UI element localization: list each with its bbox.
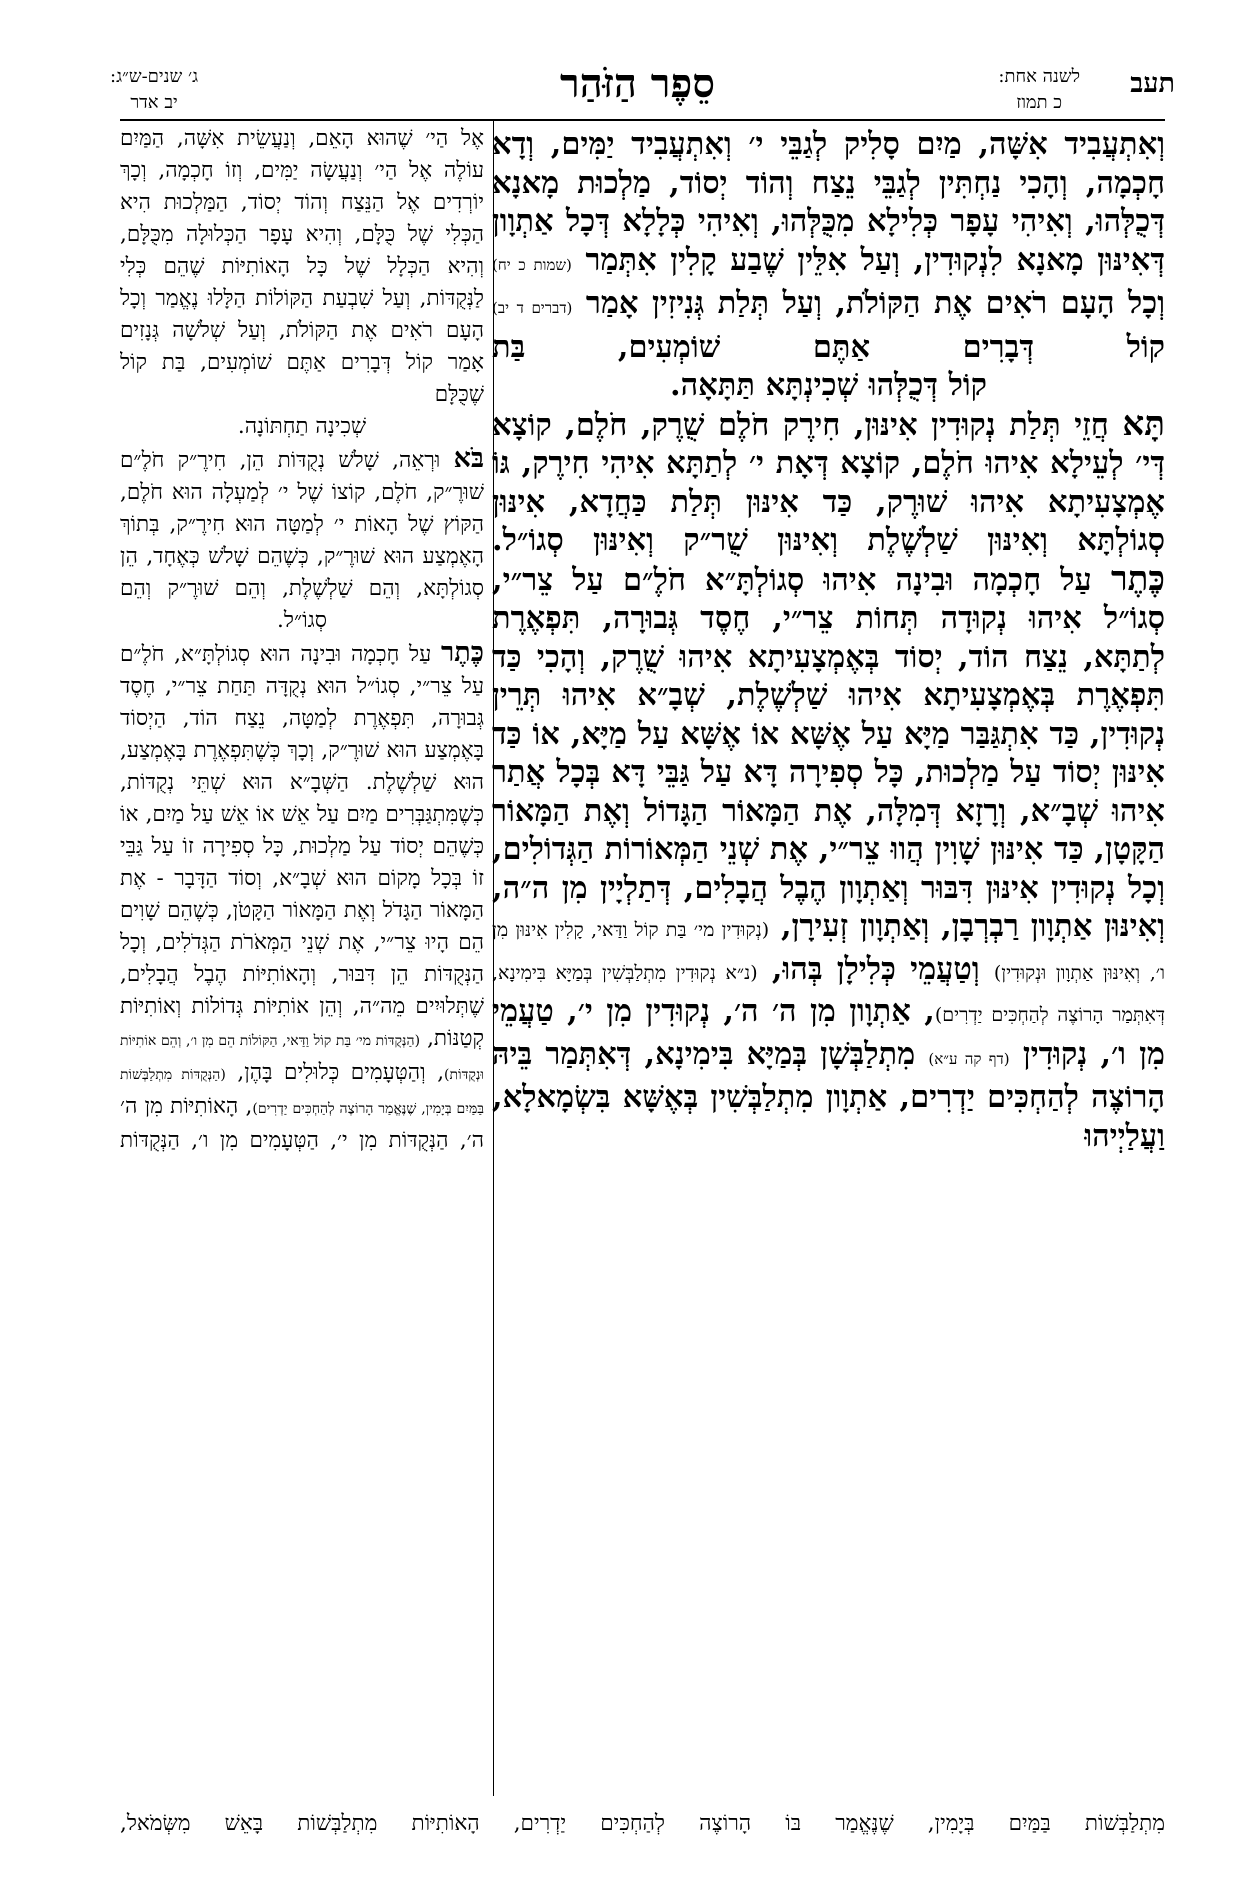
page-header	[110, 60, 1175, 124]
page-title: סֵפֶר הַזֹּהַר	[560, 60, 715, 107]
aramaic-text: קוֹל דְּבָרִים אַתֶּם שׁוֹמְעִים, בַּת	[492, 328, 1165, 365]
hebrew-text: , וְהַטְּעָמִים כְּלוּלִים בָּהֶן,	[237, 1060, 445, 1085]
aramaic-text: וְכָל הָעָם רֹאִים אֶת הַקּוֹלֹת, וְעַל תְּלַת גְּנִיזִין אָמַר	[585, 285, 1165, 321]
aramaic-text: וְטַעֲמֵי כְּלִילָן בְּהוּ,	[771, 950, 980, 987]
opening-word: בֹּא	[453, 443, 484, 474]
one-year-date: כ תמוז	[1016, 92, 1063, 113]
folio-reference: (דף קה ע״א)	[928, 1049, 1010, 1068]
opening-word: תָּא	[1122, 403, 1165, 444]
one-year-label: לשנה אחת:	[998, 66, 1080, 87]
hebrew-text: אֶל הַי׳ שֶׁהוּא הָאֵם, וְנַעֲשֵׂית אִשָּׁה, הַמַּיִם עוֹלֶה אֶל הַי׳ וְנַעֲשָׂה יַמִּים, וְזוֹ חָכְמָה, וְכָךְ יוֹרְדִים אֶל הַנֵּצַח וְהוֹד יְסוֹד, הַמַּלְכוּת הִיא הַכְּלִי שֶׁל כֻּלָּם, וְהִיא עָפָר הַכְּלוּלָה מִכֻּלָּם, וְהִיא הַכְּלָל שֶׁל כָּל הָאוֹתִיּוֹת שֶׁהֵם כְּלִי לַנְּקֻדּוֹת, וְעַל שִׁבְעַת הַקּוֹלוֹת הַלָּלוּ נֶאֱמַר וְכָל הָעָם רֹאִים אֶת הַקּוֹלֹת, וְעַל שְׁלֹשָׁה גְּנָזִים אָמַר קוֹל דְּבָרִים אַתֶּם שׁוֹמְעִים, בַּת קוֹל שֶׁכֻּלָּם	[120, 126, 484, 407]
aramaic-paragraph-1	[492, 125, 1165, 366]
aramaic-text: עַל חָכְמָה וּבִינָה אִיהוּ סְגוֹלְתָּ״א חֹלֶ״ם עַל צֵר״י, סְגוֹ״ל אִיהוּ נְקוּדָה תְּחוֹת צֵר״י, חֶסֶד גְּבוּרָה, תִּפְאֶרֶת לְתַתָּא, נֵצַח הוֹד, יְסוֹד בְּאֶמְצָעִיתָא אִיהוּ שֻׁרֶק, וְהָכִי כַּד תִּפְאֶרֶת בְּאֶמְצָעִיתָא אִיהוּ שַׁלְשֶׁלֶת, שְׁבָ״א אִיהוּ תְּרֵין נְקוּדִין, כַּד אִתְגַּבַּר מַיָּא עַל אֶשָּׁא אוֹ אֶשָּׁא עַל מַיָּא, אוֹ כַּד אִינּוּן יְסוֹד עַל מַלְכוּת, כָּל סְפִירָה דָּא עַל גַּבֵּי דָּא בְּכָל אֲתַר אִיהוּ שְׁבָ״א, וְרָזָא דְּמִלָּה, אֶת הַמָּאוֹר הַגָּדוֹל וְאֶת הַמָּאוֹר הַקָּטָן, כַּד אִינּוּן שָׁוִין הֲווּ צֵר״י, אֶת שְׁנֵי הַמְּאוֹרוֹת הַגְּדוֹלִים, וְכָל נְקוּדִין אִינּוּן דִּבּוּר וְאַתְוָון הֶבֶל הֲבָלִים, דְּתַלְיָין מִן ה״ה, וְאִינּוּן אַתְוָון רַבְרְבָן, וְאַתְוָון זְעִירָן,	[492, 561, 1165, 944]
verse-reference: (דברים ד יב)	[492, 299, 573, 317]
bottom-continuation-line: מִתְלַבְּשׁוֹת בַּמַּיִם בְּיָמִין, שֶׁנֶּאֱמַר בּוֹ הָרוֹצֶה לְהַחְכִּים יַדְרִים, הָאוֹתִיּוֹת מִתְלַבְּשׁוֹת בָּאֵשׁ מִשְּׂמֹאל,	[120, 1811, 1165, 1836]
hebrew-paragraph-2-last-line: סְגוֹ״ל.	[277, 608, 327, 633]
hebrew-paragraph-1	[120, 123, 484, 411]
hebrew-paragraph-2	[120, 443, 484, 605]
aramaic-text: מִתְלַבְּשָׁן בְּמַיָּא בִּימִינָא, דְּאִתְּמַר בֵּיהּ הָרוֹצֶה לְהַחְכִּים יַדְרִים, אַתְוָון מִתְלַבְּשִׁין בְּאֶשָּׁא בִּשְׂמָאלָא, וַעֲלַיְיהוּ	[492, 1035, 1165, 1154]
hebrew-text: , הָאוֹתִיּוֹת מִן ה׳ ה׳, הַנְּקֻדּוֹת מִן י׳, הַטְּעָמִים מִן ו׳, הַנְּקֻדּוֹת	[120, 1094, 484, 1153]
aramaic-text: חֲזֵי תְּלַת נְקוּדִין אִינּוּן, חִירֶק חֹלֶם שֻׁרֶק, חֹלֶם, קוֹצָא דְּי׳ לְעֵילָא אִיהוּ חֹלֶם, קוֹצָא דְּאָת י׳ לְתַתָּא אִיהִי חִירֶק, גּוֹ אֶמְצָעִיתָא אִיהוּ שׁוּרֶק, כַּד אִינּוּן תְּלַת כַּחֲדָא, אִינּוּן סְגוֹלְתָּא וְאִינּוּן שַׁלְשֶׁלֶת וְאִינּוּן שֻׁר״ק וְאִינּוּן סְגוֹ״ל.	[492, 406, 1165, 558]
gloss-note: (הַנְּקֻדּוֹת מִתְלַבְּשׁוֹת בַּמַּיִם בְּיָמִין, שֶׁנֶּאֱמַר הָרוֹצֶה לְהַחְכִּים יַדְרִים)	[120, 1067, 484, 1117]
hebrew-text: וּרְאֵה, שָׁלֹשׁ נְקֻדּוֹת הֵן, חִירֶ״ק חֹלֶ״ם שׁוּרֶ״ק, חֹלֶם, קוֹצוֹ שֶׁל י׳ לְמַעְלָה הוּא חֹלֶם, הַקּוֹץ שֶׁל הָאוֹת י׳ לְמַטָּה הוּא חִירֶ״ק, בְּתוֹךְ הָאֶמְצַע הוּא שׁוּרֶ״ק, כְּשֶׁהֵם שָׁלֹשׁ כְּאֶחָד, הֵן סְגוֹלְתָּא, וְהֵם שַׁלְשֶׁלֶת, וְהֵם שׁוּרֶ״ק וְהֵם	[120, 448, 484, 601]
opening-word: כֶּתֶר	[441, 637, 484, 668]
aramaic-text: וְאִתְעֲבִיד אִשָּׁה, מַיִם סָלִיק לְגַבֵּי י׳ וְאִתְעֲבִיד יַמִּים, וְדָא חָכְמָה, וְהָכִי נַחְתִּין לְגַבֵּי נֵצַח וְהוֹד יְסוֹד, מַלְכוּת מָאנָא דְּכֻלְּהוּ, וְאִיהִי עָפָר כְּלִילָא מִכֻּלְּהוּ, וְאִיהִי כְּלָלָא דְּכָל אַתְוָון דְּאִינּוּן מָאנָא לִנְקוּדִין, וְעַל אִלֵּין שֶׁבַע קָלִין אִתְּמַר	[492, 126, 1165, 278]
page-number: תעב	[1130, 68, 1175, 99]
hebrew-text: עַל חָכְמָה וּבִינָה הוּא סְגוֹלְתָּ״א, חֹלֶ״ם עַל צֵר״י, סְגוֹ״ל הוּא נְקֻדָּה תַּחַת צֵר״י, חֶסֶד גְּבוּרָה, תִּפְאֶרֶת לְמַטָּה, נֵצַח הוֹד, הַיְסוֹד בָּאֶמְצַע הוּא שׁוּרֶ״ק, וְכָךְ כְּשֶׁתִּפְאֶרֶת בָּאֶמְצַע, הוּא שַׁלְשֶׁלֶת. הַשְּׁבָ״א הוּא שְׁתֵּי נְקֻדּוֹת, כְּשֶׁמִּתְגַּבְּרִים מַיִם עַל אֵשׁ אוֹ אֵשׁ עַל מַיִם, אוֹ כְּשֶׁהֵם יְסוֹד עַל מַלְכוּת, כָּל סְפִירָה זוֹ עַל גַּבֵּי זוֹ בְּכָל מָקוֹם הוּא שְׁבָ״א, וְסוֹד הַדָּבָר - אֶת הַמָּאוֹר הַגָּדֹל וְאֶת הַמָּאוֹר הַקָּטֹן, כְּשֶׁהֵם שָׁוִים הֵם הָיוּ צֵר״י, אֶת שְׁנֵי הַמְּאֹרֹת הַגְּדֹלִים, וְכָל הַנְּקֻדּוֹת הֵן דִּבּוּר, וְהָאוֹתִיּוֹת הֶבֶל הֲבָלִים, שֶׁתְּלוּיִים מֵה״ה, וְהֵן אוֹתִיּוֹת גְּדוֹלוֹת וְאוֹתִיּוֹת קְטַנּוֹת,	[120, 642, 484, 1051]
three-year-label: ג׳ שנים-ש״ג:	[110, 66, 199, 87]
hebrew-paragraph-1-last-line: שְׁכִינָה תַחְתּוֹנָה.	[237, 414, 367, 439]
aramaic-column	[492, 125, 1165, 1805]
three-year-schedule	[110, 64, 198, 116]
hebrew-paragraph-3	[120, 637, 484, 1157]
hebrew-translation-column	[120, 123, 484, 1813]
gloss-note: (הַנְּקֻדּוֹת מי׳ בַּת קוֹל וַדַּאי, הַקּוֹלוֹת הֵם מִן ו׳, וְהֵם אוֹתִיּוֹת וּנְקֻדּוֹת)	[120, 1033, 484, 1083]
header-divider	[120, 119, 1165, 121]
aramaic-paragraph-3	[492, 560, 1165, 1156]
gloss-note: (נְקוּדִין מי׳ בַּת קוֹל וַדַּאי, קָלִין אִינּוּן מִן ו׳, וְאִינּוּן אַתְוָון וּנְקוּדִין)	[492, 919, 1165, 984]
gloss-note: (נ״א נְקוּדִין מִתְלַבְּשִׁין בְּמַיָּא בִּימִינָא, דְּאִתְּמַר הָרוֹצֶה לְהַחְכִּים יַדְרִים)	[492, 961, 1165, 1026]
aramaic-text: , אַתְוָון מִן ה׳ ה׳, נְקוּדִין מִן י׳, טַעֲמֵי מִן ו׳, נְקוּדִין	[492, 993, 1165, 1072]
verse-reference: (שמות כ יח)	[492, 255, 572, 274]
three-year-date: יב אדר	[130, 92, 178, 113]
opening-word: כֶּתֶר	[1110, 558, 1165, 599]
aramaic-paragraph-1-last-line: קוֹל דְּכֻלְּהוּ שְׁכִינְתָּא תַּתָּאָה.	[670, 367, 987, 403]
aramaic-paragraph-2	[492, 405, 1165, 560]
